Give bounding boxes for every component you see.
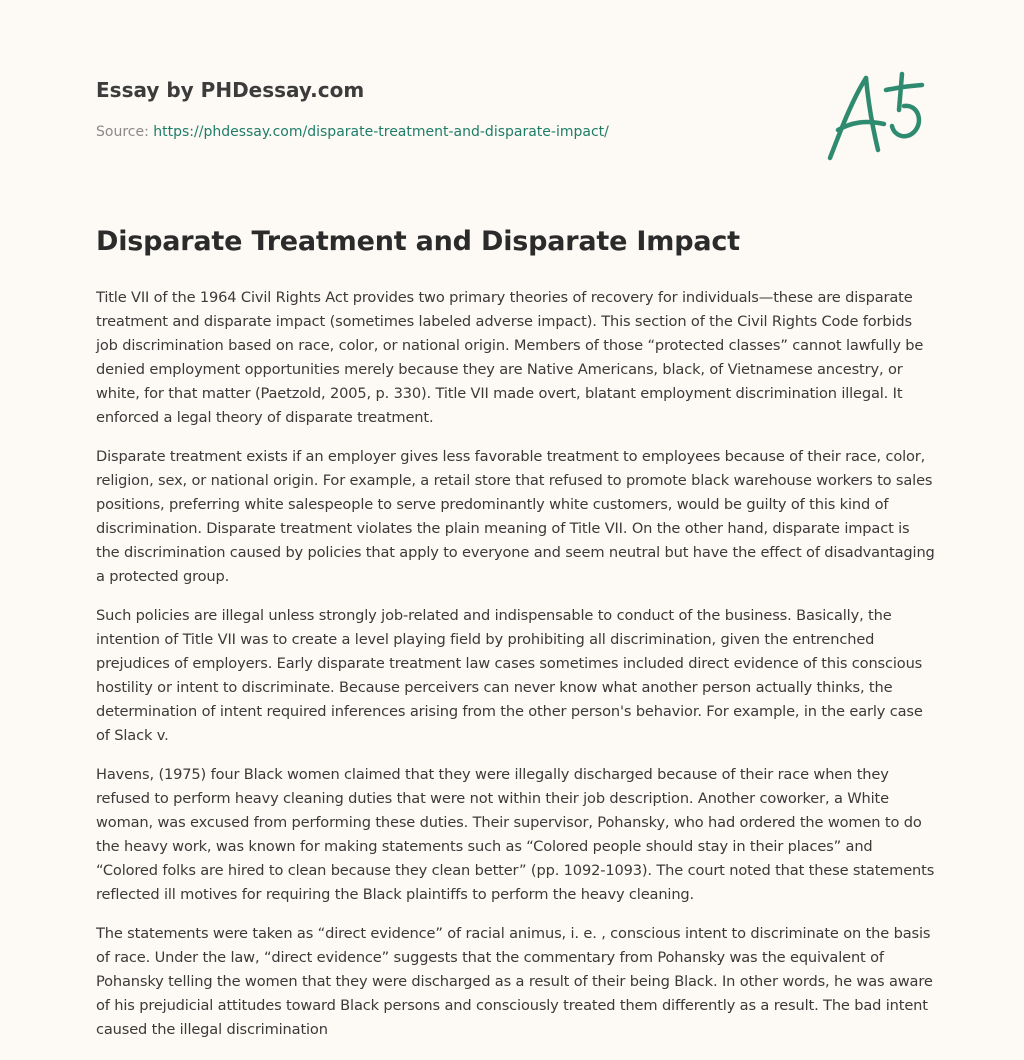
source-label: Source:: [96, 124, 154, 140]
essay-body: [96, 286, 936, 1057]
source-line: [96, 124, 609, 140]
paragraph: Disparate treatment exists if an employer gives less favorable treatment to employees because of their race, color, religion, sex, or national origin. For example, a retail store that refused to promote black warehouse workers to sales positions, preferring white salespeople to serve predominantly white customers, would be guilty of this kind of discrimination. Disparate treatment violates the plain meaning of Title VII. On the other hand, disparate impact is the discrimination caused by policies that apply to everyone and seem neutral but have the effect of disadvantaging a protected group.: [96, 448, 935, 585]
paragraph: Such policies are illegal unless strongly job-related and indispensable to conduct of the business. Basically, the intention of Title VII was to create a level playing field by prohibiting all discrimination, given the entrenched prejudices of employers. Early disparate treatment law cases sometimes included direct evidence of this conscious hostility or intent to discriminate. Because perceivers can never know what another person actually thinks, the determination of intent required inferences arising from the other person's behavior. For example, in the early case of Slack v.: [96, 607, 923, 744]
paragraph: Havens, (1975) four Black women claimed that they were illegally discharged because of their race when they refused to perform heavy cleaning duties that were not within their job description. Another coworker, a White woman, was excused from performing these duties. Their supervisor, Pohansky, who had ordered the women to do the heavy work, was known for making statements such as “Colored people should stay in their places” and “Colored folks are hired to clean because they clean better” (pp. 1092-1093). The court noted that these statements reflected ill motives for requiring the Black plaintiffs to perform the heavy cleaning.: [96, 766, 935, 903]
paragraph: Title VII of the 1964 Civil Rights Act provides two primary theories of recovery for individuals—these are disparate treatment and disparate impact (sometimes labeled adverse impact). This section of the Civil Rights Code forbids job discrimination based on race, color, or national origin. Members of those “protected classes” cannot lawfully be denied employment opportunities merely because they are Native Americans, black, of Vietnamese ancestry, or white, for that matter (Paetzold, 2005, p. 330). Title VII made overt, blatant employment discrimination illegal. It enforced a legal theory of disparate treatment.: [96, 289, 924, 426]
a-plus-logo-icon: [826, 70, 926, 162]
site-title: Essay by PHDessay.com: [96, 78, 365, 102]
paragraph: The statements were taken as “direct evidence” of racial animus, i. e. , conscious intent to discriminate on the basis of race. Under the law, “direct evidence” suggests that the commentary from Pohansky was the equivalent of Pohansky telling the women that they were discharged as a result of their being Black. In other words, he was aware of his prejudicial attitudes toward Black persons and consciously treated them differently as a result. The bad intent caused the illegal discrimination: [96, 925, 933, 1038]
essay-title: Disparate Treatment and Disparate Impact: [96, 226, 740, 257]
source-link[interactable]: https://phdessay.com/disparate-treatment-and-disparate-impact/: [153, 124, 609, 140]
